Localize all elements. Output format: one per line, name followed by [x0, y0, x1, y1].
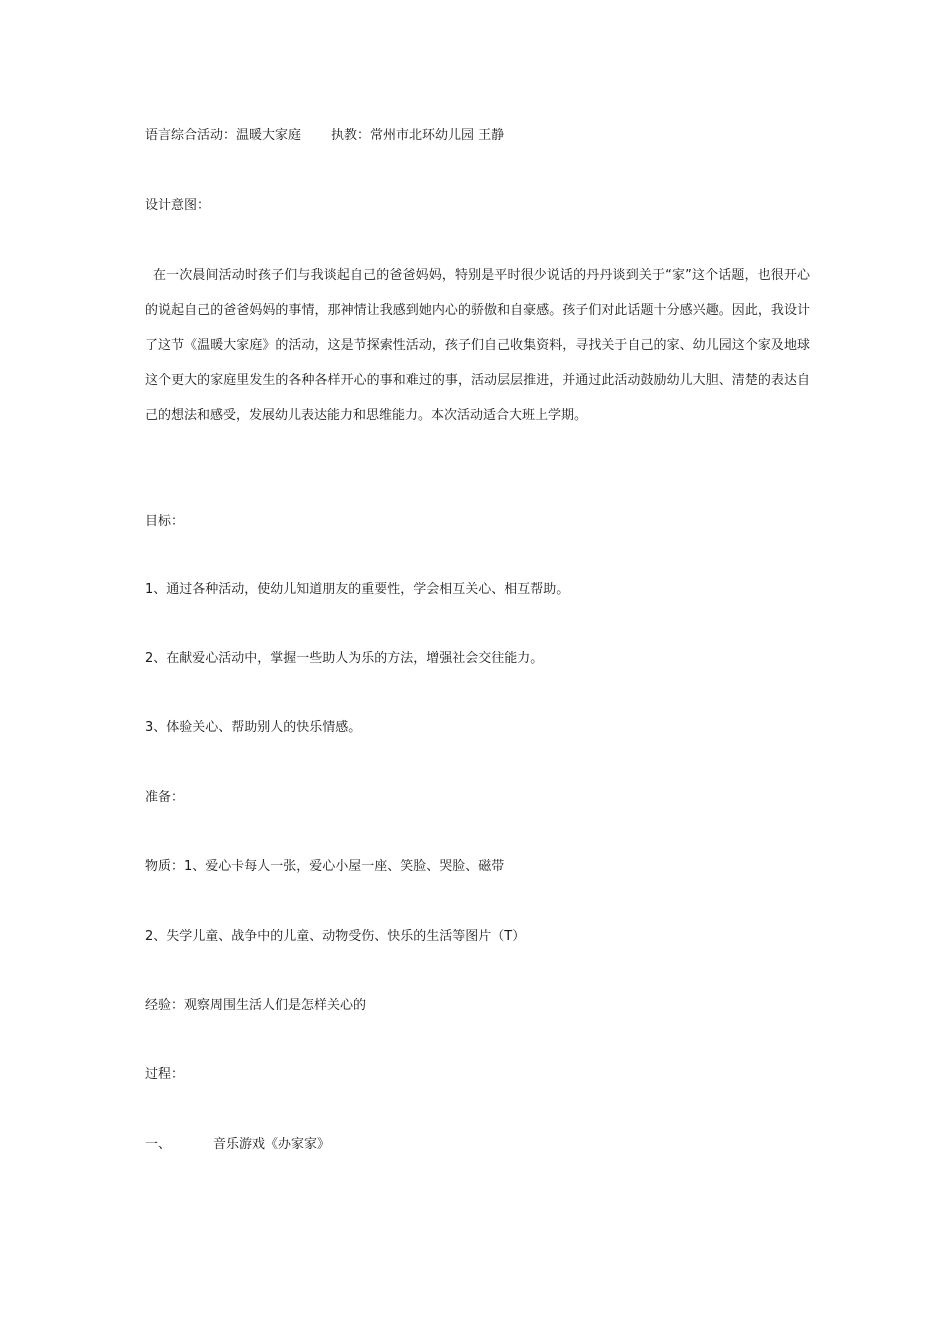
goal-item: 2、在献爱心活动中，掌握一些助人为乐的方法，增强社会交往能力。 [145, 651, 544, 666]
prep-heading: 准备： [145, 790, 185, 805]
materials-line-1: 物质：1、爱心卡每人一张，爱心小屋一座、笑脸、哭脸、磁带 [145, 859, 505, 874]
goal-item: 3、体验关心、帮助别人的快乐情感。 [145, 720, 362, 735]
goals-heading: 目标： [145, 514, 185, 529]
step-number: 一、 [145, 1137, 172, 1152]
teacher-info: 执教：常州市北环幼儿园 王静 [331, 128, 505, 143]
step-title: 音乐游戏《办家家》 [213, 1137, 331, 1152]
design-paragraph: 在一次晨间活动时孩子们与我谈起自己的爸爸妈妈，特别是平时很少说话的丹丹谈到关于“家”这个话题，也很开心的说起自己的爸爸妈妈的事情，那神情让我感到她内心的骄傲和自豪感。孩子们对此话题十分感兴趣。因此，我设计了这节《温暖大家庭》的活动，这是节探索性活动，孩子们自己收集资料，寻找关于自己的家、幼儿园这个家及地球这个更大的家庭里发生的各种各样开心的事和难过的事，活动层层推进，并通过此活动鼓励幼儿大胆、清楚的表达自己的想法和感受，发展幼儿表达能力和思维能力。本次活动适合大班上学期。 [145, 268, 810, 423]
materials-line-2: 2、失学儿童、战争中的儿童、动物受伤、快乐的生活等图片（T） [145, 929, 526, 944]
activity-title: 语言综合活动：温暖大家庭 [145, 128, 302, 143]
process-heading: 过程： [145, 1067, 185, 1082]
document-header [145, 126, 504, 146]
design-heading: 设计意图： [145, 198, 211, 213]
process-step [145, 1135, 330, 1155]
experience-line: 经验：观察周围生活人们是怎样关心的 [145, 998, 367, 1013]
goal-item: 1、通过各种活动，使幼儿知道朋友的重要性，学会相互关心、相互帮助。 [145, 582, 570, 597]
